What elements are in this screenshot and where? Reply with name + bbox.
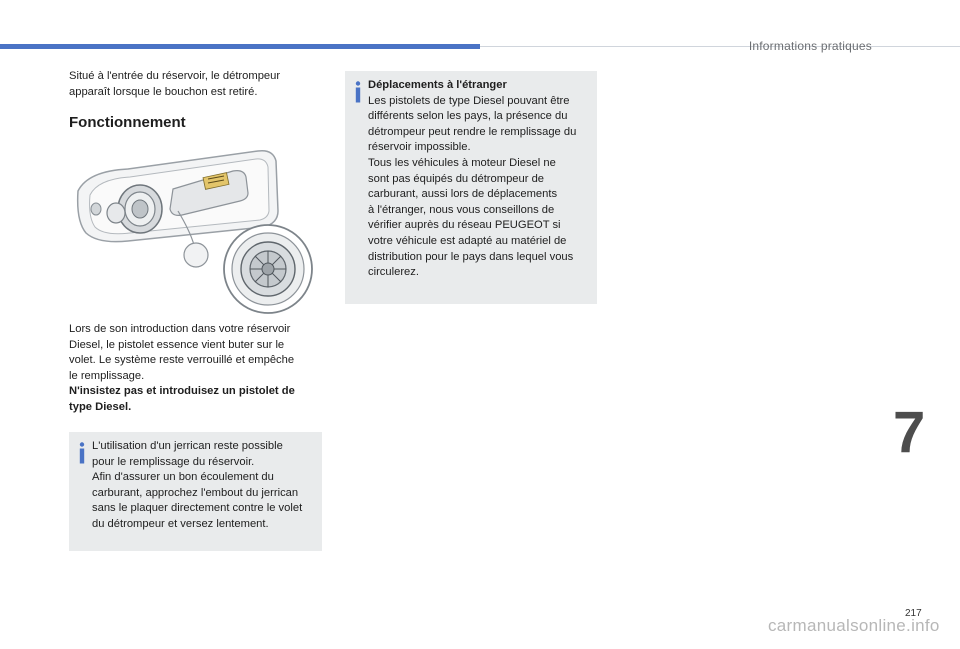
info-line: votre véhicule est adapté au matériel de — [368, 234, 567, 247]
body-line: Diesel, le pistolet essence vient buter sur le — [69, 338, 285, 351]
info-line: Afin d'assurer un bon écoulement du — [92, 471, 274, 484]
info-line: différents selon les pays, la présence du — [368, 110, 568, 123]
chapter-number: 7 — [893, 400, 926, 465]
info-line: sans le plaquer directement contre le volet — [92, 502, 303, 515]
info-box-text — [368, 78, 591, 281]
info-line: circulerez. — [368, 266, 419, 279]
info-line: à l'étranger, nous vous conseillons de — [368, 203, 555, 216]
info-line: réservoir impossible. — [368, 141, 471, 154]
body-line: le remplissage. — [69, 369, 145, 382]
info-line: pour le remplissage du réservoir. — [92, 455, 255, 468]
info-box-travel-abroad — [345, 71, 597, 304]
info-line: détrompeur peut rendre le remplissage du — [368, 125, 577, 138]
info-line: carburant, approchez l'embout du jerrican — [92, 486, 299, 499]
body-bold-line: type Diesel. — [69, 400, 132, 413]
intro-line: apparaît lorsque le bouchon est retiré. — [69, 85, 258, 98]
info-line: carburant, aussi lors de déplacements — [368, 188, 558, 201]
info-line: Les pistolets de type Diesel pouvant être — [368, 94, 570, 107]
section-title: Informations pratiques — [748, 39, 872, 53]
info-line: Tous les véhicules à moteur Diesel ne — [368, 156, 556, 169]
fuel-filler-misfuel-device-illustration — [68, 141, 326, 315]
info-line: distribution pour le pays dans lequel vous — [368, 250, 574, 263]
watermark: carmanualsonline.info — [768, 616, 940, 635]
intro-line: Situé à l'entrée du réservoir, le détrompeur — [69, 70, 281, 82]
info-line: sont pas équipés du détrompeur de — [368, 172, 545, 185]
info-box-jerrican — [69, 432, 322, 551]
body-paragraph — [69, 322, 325, 416]
header-accent-bar — [0, 44, 480, 49]
info-box-title: Déplacements à l'étranger — [368, 79, 507, 91]
info-icon — [353, 81, 363, 103]
info-icon — [77, 442, 87, 464]
info-line: L'utilisation d'un jerrican reste possible — [92, 440, 283, 452]
section-heading: Fonctionnement — [69, 114, 186, 131]
intro-paragraph — [69, 69, 329, 100]
header-divider-line — [480, 46, 960, 47]
body-line: Lors de son introduction dans votre réservoir — [69, 323, 291, 335]
info-line: du détrompeur et versez lentement. — [92, 517, 269, 530]
body-bold-line: N'insistez pas et introduisez un pistolet de — [69, 385, 295, 398]
body-line: volet. Le système reste verrouillé et empêche — [69, 354, 295, 367]
page-number: 217 — [905, 608, 922, 619]
info-box-text — [92, 439, 316, 533]
info-line: vérifier auprès du réseau PEUGEOT si — [368, 219, 561, 232]
